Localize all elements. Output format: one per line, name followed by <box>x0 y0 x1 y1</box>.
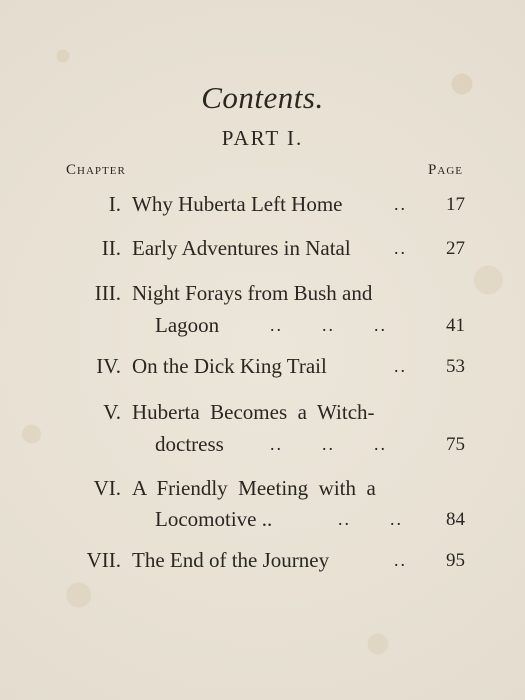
page-number: 17 <box>446 194 465 215</box>
leader-dots: .. <box>394 550 407 570</box>
chapter-title-continued: doctress <box>155 432 224 456</box>
leader-dots: .. .. .. <box>270 434 387 454</box>
chapter-number: VII. <box>86 548 121 572</box>
page-number: 75 <box>446 434 465 455</box>
chapter-title: A Friendly Meeting with a <box>132 476 376 500</box>
contents-title: Contents. <box>201 80 324 115</box>
chapter-title: The End of the Journey <box>132 548 330 572</box>
part-heading: PART I. <box>221 126 304 150</box>
leader-dots: .. .. <box>338 509 403 529</box>
chapter-number: VI. <box>93 476 121 500</box>
page-number: 53 <box>446 356 465 377</box>
chapter-number: IV. <box>96 354 121 378</box>
chapter-title: On the Dick King Trail <box>132 354 327 378</box>
leader-dots: .. .. .. <box>270 315 387 335</box>
page-number: 27 <box>446 238 465 259</box>
chapter-title-continued: Lagoon <box>155 313 220 337</box>
page-number: 95 <box>446 550 465 571</box>
page-number: 84 <box>446 509 465 530</box>
chapter-title: Night Forays from Bush and <box>132 281 373 305</box>
chapter-number: II. <box>101 236 121 260</box>
chapter-title: Huberta Becomes a Witch- <box>132 400 375 424</box>
page-column-header: Page <box>428 162 463 178</box>
leader-dots: .. <box>394 356 407 376</box>
chapter-title: Why Huberta Left Home <box>132 192 343 216</box>
page-number: 41 <box>446 315 465 336</box>
leader-dots: .. <box>394 194 407 214</box>
chapter-number: I. <box>108 192 121 216</box>
chapter-title: Early Adventures in Natal <box>132 236 351 260</box>
leader-dots: .. <box>394 238 407 258</box>
chapter-title-continued: Locomotive .. <box>155 507 273 531</box>
chapter-column-header: Chapter <box>66 162 126 178</box>
chapter-number: III. <box>94 281 121 305</box>
chapter-number: V. <box>103 400 121 424</box>
